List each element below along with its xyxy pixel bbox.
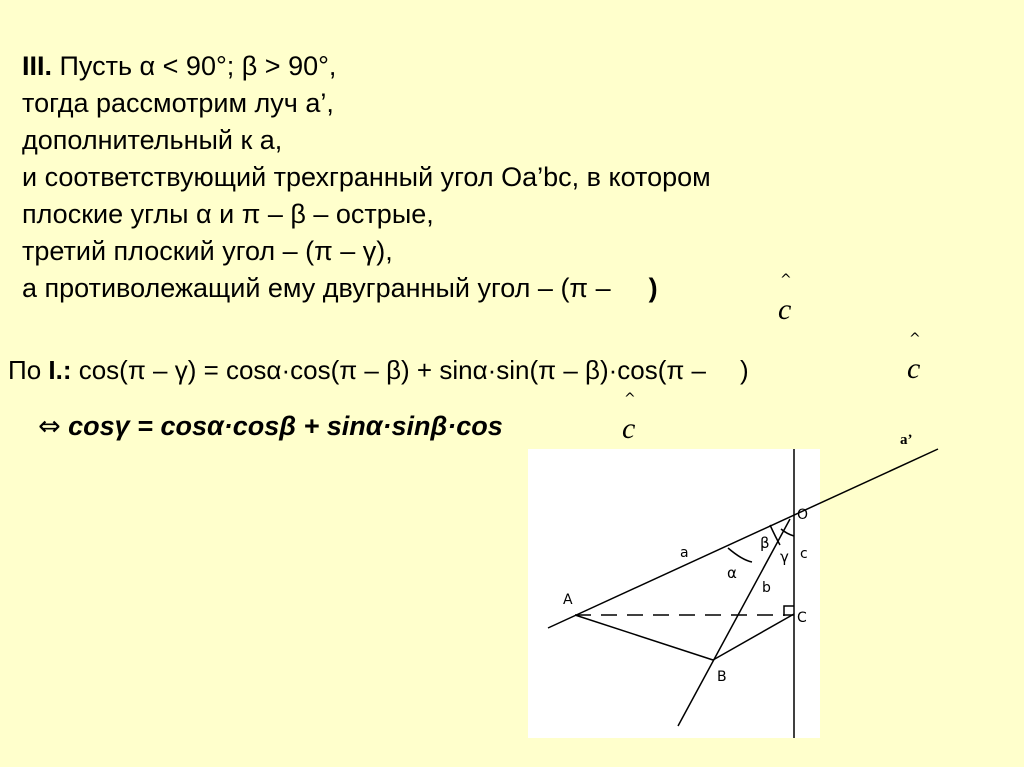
c-letter: c xyxy=(778,293,792,326)
ray-b xyxy=(678,519,790,726)
formula-1-close: ) xyxy=(740,355,749,385)
formula-1-prefix: По xyxy=(8,355,42,385)
c-letter: c xyxy=(622,412,636,445)
label-a-prime: a’ xyxy=(900,432,913,448)
segment-AB xyxy=(575,615,713,660)
line-3: дополнительный к а, xyxy=(22,125,283,155)
label-A: A xyxy=(563,592,573,608)
label-alpha: α xyxy=(727,564,737,582)
formula-2-text: cosγ = cosα·cosβ + sinα·sinβ·cos xyxy=(68,411,503,441)
label-c: c xyxy=(800,546,808,562)
label-a: a xyxy=(680,545,689,561)
angle-arc-beta xyxy=(770,525,780,545)
label-b: b xyxy=(762,580,771,596)
label-gamma: γ xyxy=(780,548,789,566)
line-5: плоские углы α и π – β – острые, xyxy=(22,199,434,229)
formula-1-text: cos(π – γ) = cosα·cos(π – β) + sinα·sin(π – β)·cos(π – xyxy=(71,355,707,385)
hat-mark: ^ xyxy=(624,391,636,407)
label-O: O xyxy=(797,507,809,523)
line-7-text: а противолежащий ему двугранный угол – (π – xyxy=(22,273,611,303)
label-B: B xyxy=(717,669,727,685)
equivalence-arrow-icon: ⇔ xyxy=(38,411,61,442)
line-7-close-paren: ) xyxy=(648,273,658,303)
line-4: и соответствующий трехгранный угол Оа’bc, в котором xyxy=(22,162,711,192)
segment-BC xyxy=(713,614,794,660)
angle-arc-alpha xyxy=(728,548,752,562)
label-beta: β xyxy=(760,534,770,552)
hat-mark: ^ xyxy=(780,272,792,288)
section-number: III. xyxy=(22,51,53,81)
line-6: третий плоский угол – (π – γ), xyxy=(22,236,393,266)
ray-a-prime xyxy=(548,449,938,628)
label-C: C xyxy=(797,610,807,626)
hat-mark: ^ xyxy=(909,331,921,347)
line-1-text: Пусть α < 90°; β > 90°, xyxy=(52,51,337,81)
line-2: тогда рассмотрим луч а’, xyxy=(22,88,334,118)
c-letter: c xyxy=(907,352,921,385)
formula-1-ref: I.: xyxy=(48,355,72,385)
